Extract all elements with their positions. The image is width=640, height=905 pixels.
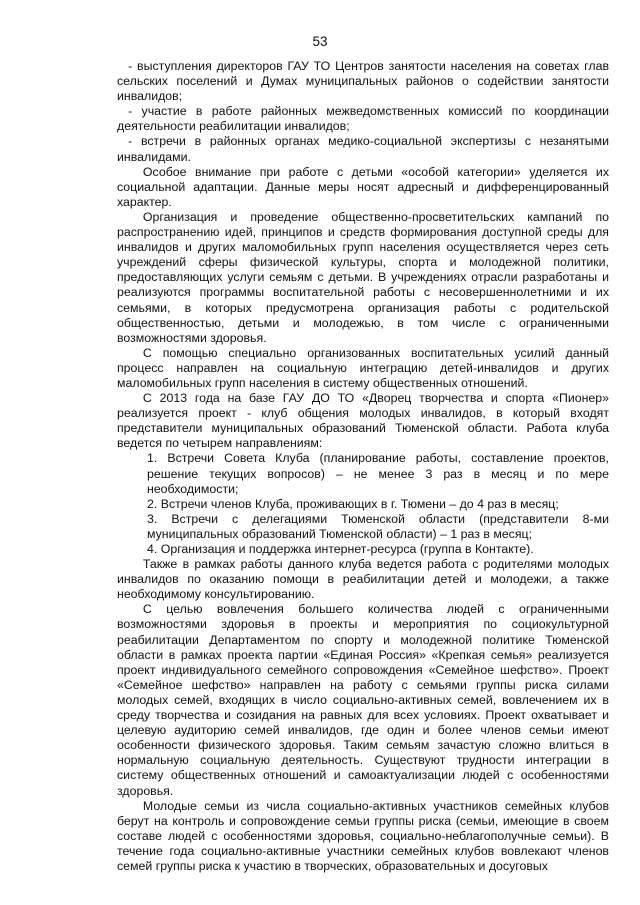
paragraph: Организация и проведение общественно-просветительских кампаний по распространению идей, принципов и средств формирования доступной среды для инвалидов и других маломобильных групп населения осуществляется через сеть учреждений сферы физической культуры, спорта и молодежной политики, предоставляющих услуги семьям с детьми. В учреждениях отрасли разработаны и реализуются программы воспитательной работы с несовершеннолетними и их семьями, в которых предусмотрена организация работы с родительской общественностью, детьми и молодежью, в том числе с ограниченными возможностями здоровья. — [117, 209, 609, 345]
page-number: 53 — [312, 34, 328, 49]
paragraph-numbered-item: 2. Встречи членов Клуба, проживающих в г. Тюмени – до 4 раз в месяц; — [147, 496, 559, 511]
paragraph-numbered-item: 1. Встречи Совета Клуба (планирование работы, составление проектов, решение текущих вопросов) – не менее 3 раз в месяц и по мере необходимости; — [147, 451, 609, 496]
paragraph-list-item: - выступления директоров ГАУ ТО Центров занятости населения на советах глав сельских поселений и Думах муниципальных районов о содействии занятости инвалидов; — [117, 59, 609, 104]
paragraph-numbered-item: 3. Встречи с делегациями Тюменской области (представители 8-ми муниципальных образований Тюменской области) – 1 раз в месяц; — [147, 511, 609, 541]
paragraph-list-item: - встречи в районных органах медико-социальной экспертизы с незанятыми инвалидами. — [117, 134, 609, 164]
paragraph: Особое внимание при работе с детьми «особой категории» уделяется их социальной адаптации. Данные меры носят адресный и дифференцированный характер. — [117, 164, 609, 209]
paragraph: С 2013 года на базе ГАУ ДО ТО «Дворец творчества и спорта «Пионер» реализуется проект - клуб общения молодых инвалидов, в который входят представители муниципальных образований Тюменской области. Работа клуба ведется по четырем направлениям: — [117, 391, 609, 451]
paragraph: С помощью специально организованных воспитательных усилий данный процесс направлен на социальную интеграцию детей-инвалидов и других маломобильных групп населения в систему общественных отношений. — [117, 345, 609, 390]
document-body — [117, 59, 609, 874]
paragraph-numbered-item: 4. Организация и поддержка интернет-ресурса (группа в Контакте). — [147, 542, 534, 556]
paragraph: Молодые семьи из числа социально-активных участников семейных клубов берут на контроль и сопровождение семьи группы риска (семьи, имеющие в своем составе людей с особенностями здоровья, социально-неблагополучные семьи). В течение года социально-активные участники семейных клубов вовлекают членов семей группы риска к участию в творческих, образовательных и досуговых — [117, 798, 609, 873]
paragraph: Также в рамках работы данного клуба ведется работа с родителями молодых инвалидов по оказанию помощи в реабилитации детей и молодежи, а также необходимому консультированию. — [117, 557, 609, 602]
paragraph-list-item: - участие в работе районных межведомственных комиссий по координации деятельности реабилитации инвалидов; — [117, 104, 609, 134]
paragraph: С целью вовлечения большего количества людей с ограниченными возможностями здоровья в проекты и мероприятия по социокультурной реабилитации Департаментом по спорту и молодежной политике Тюменской области в рамках проекта партии «Единая Россия» «Крепкая семья» реализуется проект индивидуального семейного сопровождения «Семейное шефство». Проект «Семейное шефство» направлен на работу с семьями группы риска силами молодых семей, входящих в число социально-активных семей, вовлечением их в среду творчества и созидания на равных для всех условиях. Проект охватывает и целевую аудиторию семей инвалидов, где один и более членов семьи имеют особенности физического здоровья. Таким семьям зачастую сложно влиться в нормальную социальную деятельность. Существуют трудности интеграции в систему общественных отношений и самоактуализации людей с особенностями здоровья. — [117, 602, 609, 798]
